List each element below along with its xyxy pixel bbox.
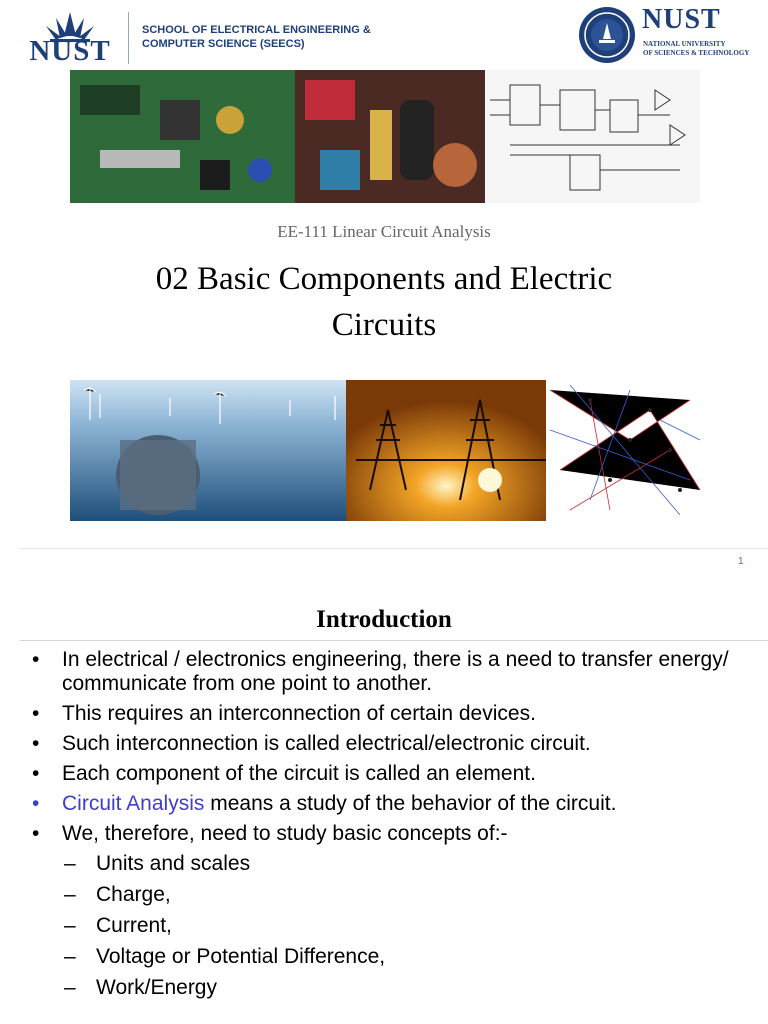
nust-wordmark-left: NUST xyxy=(29,35,111,67)
circuit-analysis-term: Circuit Analysis xyxy=(62,792,205,815)
bullet-item-circuit-analysis xyxy=(30,792,760,816)
concept-item: – Units and scales xyxy=(62,852,760,876)
nust-logo-left xyxy=(20,10,120,68)
section-title: Introduction xyxy=(316,606,452,633)
course-code: EE-111 Linear Circuit Analysis xyxy=(277,222,491,241)
bullet-item: • In electrical / electronics engineering, there is a need to transfer energy/ communicate from one point to another. xyxy=(30,648,760,696)
bullet-item: • Each component of the circuit is called an element. xyxy=(30,762,760,786)
header-divider xyxy=(128,12,129,64)
bullet-item-concepts xyxy=(30,822,760,1000)
lecture-title-line1: 02 Basic Components and Electric xyxy=(155,261,613,297)
concepts-intro: We, therefore, need to study basic concepts of:- xyxy=(62,822,508,845)
electronics-banner-image xyxy=(70,70,700,203)
page-number: 1 xyxy=(738,556,744,567)
university-fullname xyxy=(643,40,749,58)
school-name-line1: SCHOOL OF ELECTRICAL ENGINEERING & xyxy=(142,24,371,36)
power-systems-photo-strip xyxy=(70,380,702,521)
slide-separator xyxy=(20,548,768,549)
lecture-title-line2: Circuits xyxy=(331,307,437,343)
lecture-title xyxy=(84,256,684,348)
school-name xyxy=(142,23,402,51)
bullet-item: • Such interconnection is called electrical/electronic circuit. xyxy=(30,732,760,756)
concept-item: – Current, xyxy=(62,914,760,938)
concept-item: – Charge, xyxy=(62,883,760,907)
circuit-analysis-definition: means a study of the behavior of the circuit. xyxy=(204,792,617,815)
concept-item: – Voltage or Potential Difference, xyxy=(62,945,760,969)
bullet-list xyxy=(30,648,760,1007)
concept-item: – Work/Energy xyxy=(62,976,760,1000)
university-fullname-line2: OF SCIENCES & TECHNOLOGY xyxy=(643,49,750,57)
university-fullname-line1: NATIONAL UNIVERSITY xyxy=(643,40,726,48)
concept-sublist xyxy=(62,852,760,1000)
nust-wordmark-right: NUST xyxy=(642,4,721,35)
title-underline xyxy=(20,640,768,641)
bullet-item: • This requires an interconnection of certain devices. xyxy=(30,702,760,726)
nust-seal-icon xyxy=(578,6,636,64)
school-name-line2: COMPUTER SCIENCE (SEECS) xyxy=(142,38,305,50)
